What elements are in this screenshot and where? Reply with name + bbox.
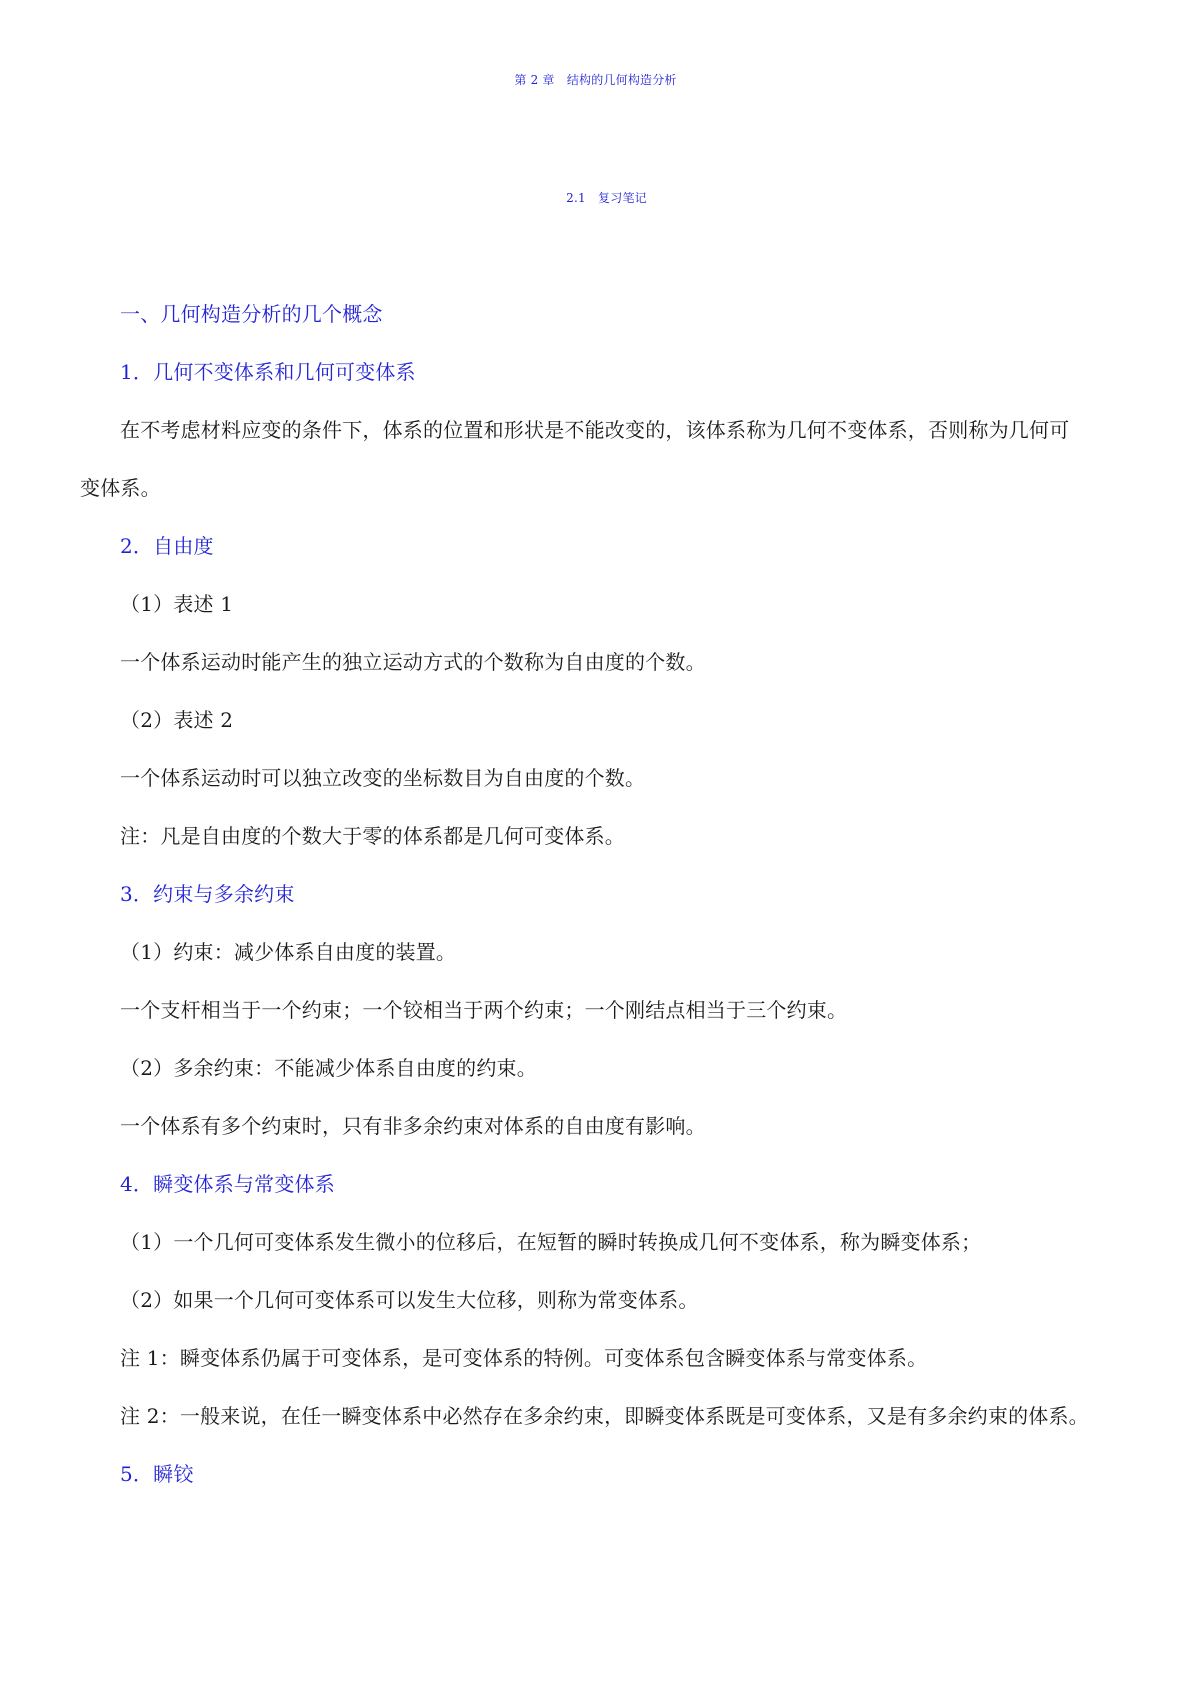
paragraph-1-line-2: 变体系。 [80, 476, 161, 500]
subheading-2: 2．自由度 [120, 534, 214, 558]
subheading-5: 5．瞬铰 [120, 1462, 194, 1486]
subheading-1: 1．几何不变体系和几何可变体系 [120, 360, 416, 384]
item-3-1-label: （1）约束：减少体系自由度的装置。 [120, 940, 457, 964]
item-2-2-label: （2）表述 2 [120, 708, 234, 732]
heading-concepts: 一、几何构造分析的几个概念 [120, 302, 383, 326]
item-3-2-text: 一个体系有多个约束时，只有非多余约束对体系的自由度有影响。 [120, 1114, 706, 1138]
note-4-1: 注 1：瞬变体系仍属于可变体系，是可变体系的特例。可变体系包含瞬变体系与常变体系。 [120, 1346, 928, 1370]
section-title: 2.1 复习笔记 [566, 191, 647, 205]
note-4-2: 注 2：一般来说，在任一瞬变体系中必然存在多余约束，即瞬变体系既是可变体系，又是有多余约束的体系。 [120, 1404, 1089, 1428]
note-2: 注：凡是自由度的个数大于零的体系都是几何可变体系。 [120, 824, 625, 848]
item-2-2-text: 一个体系运动时可以独立改变的坐标数目为自由度的个数。 [120, 766, 646, 790]
paragraph-1-line-1: 在不考虑材料应变的条件下，体系的位置和形状是不能改变的，该体系称为几何不变体系，否则称为几何可 [120, 418, 1070, 442]
item-4-1: （1）一个几何可变体系发生微小的位移后，在短暂的瞬时转换成几何不变体系，称为瞬变体系； [120, 1230, 982, 1254]
chapter-title: 第 2 章 结构的几何构造分析 [514, 73, 677, 87]
item-3-1-text: 一个支杆相当于一个约束；一个铰相当于两个约束；一个刚结点相当于三个约束。 [120, 998, 848, 1022]
item-4-2: （2）如果一个几何可变体系可以发生大位移，则称为常变体系。 [120, 1288, 699, 1312]
item-2-1-label: （1）表述 1 [120, 592, 234, 616]
subheading-3: 3．约束与多余约束 [120, 882, 295, 906]
subheading-4: 4．瞬变体系与常变体系 [120, 1172, 335, 1196]
item-2-1-text: 一个体系运动时能产生的独立运动方式的个数称为自由度的个数。 [120, 650, 706, 674]
item-3-2-label: （2）多余约束：不能减少体系自由度的约束。 [120, 1056, 537, 1080]
